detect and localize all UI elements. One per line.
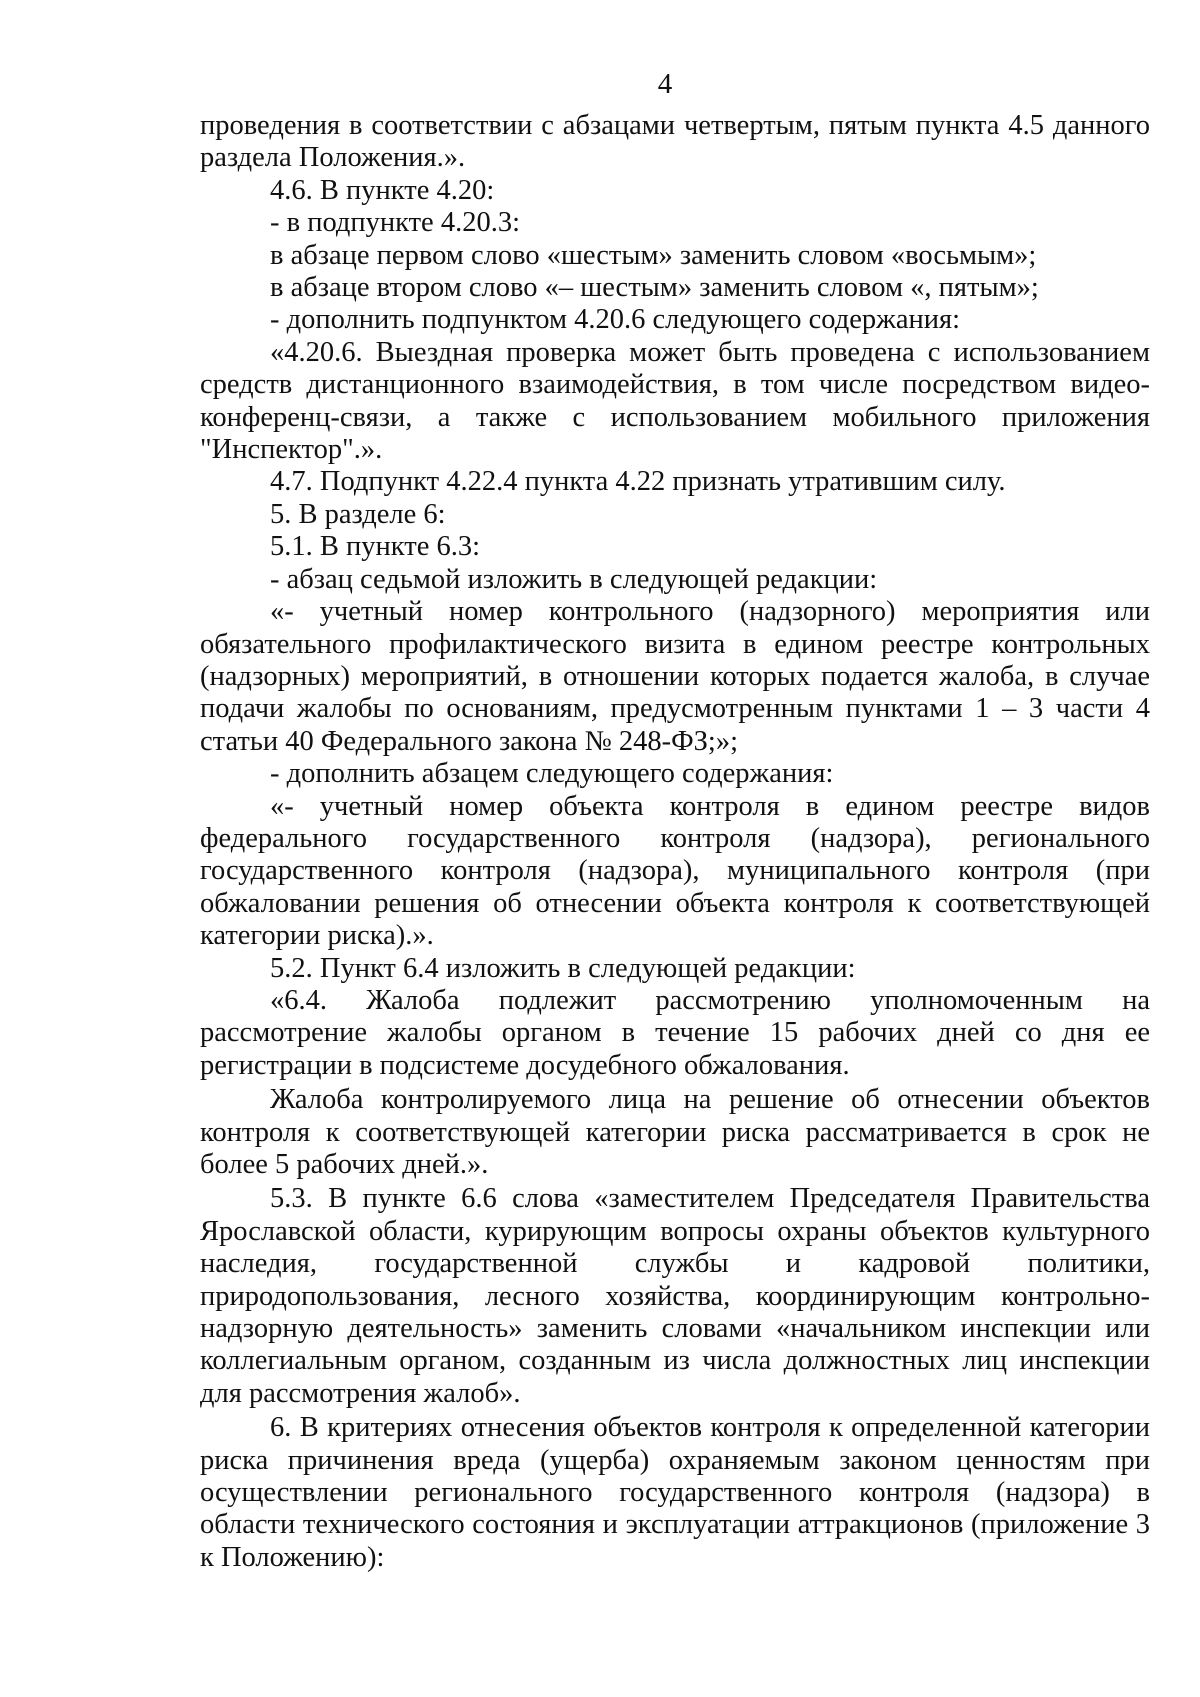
page-number: 4 xyxy=(657,68,673,100)
paragraph-complaint-term: Жалоба контролируемого лица на решение об отнесении объектов контроля к соответствующей категории риска рассматривается в срок не более 5 рабочих дней.». xyxy=(200,1084,1150,1180)
paragraph-second-abzac: в абзаце втором слово «– шестым» заменить словом «, пятым»; xyxy=(270,272,1039,304)
paragraph-4-6: 4.6. В пункте 4.20: xyxy=(270,174,495,206)
paragraph-5-3: 5.3. В пункте 6.6 слова «заместителем Председателя Правительства Ярославской области, курирующим вопросы охраны объектов культурного наследия, государственной службы и кадровой политики, природопользования, лесного хозяйства, координирующим контрольно-надзорную деятельность» заменить словами «начальником инспекции или коллегиальным органом, созданным из числа должностных лиц инспекции для рассмотрения жалоб». xyxy=(200,1183,1150,1409)
paragraph-abzac-seven: - абзац седьмой изложить в следующей редакции: xyxy=(270,563,878,595)
paragraph-subitem-4-20-3: - в подпункте 4.20.3: xyxy=(270,207,521,239)
paragraph-first-abzac: в абзаце первом слово «шестым» заменить словом «восьмым»; xyxy=(270,239,1037,271)
paragraph-add-abzac: - дополнить абзацем следующего содержания: xyxy=(270,758,834,790)
paragraph-4-7: 4.7. Подпункт 4.22.4 пункта 4.22 признать утратившим силу. xyxy=(270,466,1006,498)
paragraph-5: 5. В разделе 6: xyxy=(270,498,446,530)
document-body xyxy=(200,110,1150,1574)
paragraph-continuation: проведения в соответствии с абзацами четвертым, пятым пункта 4.5 данного раздела Положения.». xyxy=(200,110,1150,174)
paragraph-6: 6. В критериях отнесения объектов контроля к определенной категории риска причинения вреда (ущерба) охраняемым законом ценностям при осуществлении регионального государственного контроля (надзора) в области технического состояния и эксплуатации аттракционов (приложение 3 к Положению): xyxy=(200,1412,1150,1573)
paragraph-5-1: 5.1. В пункте 6.3: xyxy=(270,531,481,563)
paragraph-account-number-object: «- учетный номер объекта контроля в едином реестре видов федерального государственного контроля (надзора), регионального государственного контроля (надзора), муниципального контроля (при обжаловании решения об отнесении объекта контроля к соответствующей категории риска).». xyxy=(200,790,1150,952)
paragraph-6-4-text: «6.4. Жалоба подлежит рассмотрению уполномоченным на рассмотрение жалобы органом в течение 15 рабочих дней со дня ее регистрации в подсистеме досудебного обжалования. xyxy=(200,984,1150,1081)
paragraph-add-4-20-6: - дополнить подпунктом 4.20.6 следующего содержания: xyxy=(270,304,961,336)
paragraph-account-number-event: «- учетный номер контрольного (надзорного) мероприятия или обязательного профилактического визита в едином реестре контрольных (надзорных) мероприятий, в отношении которых подается жалоба, в случае подачи жалобы по основаниям, предусмотренным пунктами 1 – 3 части 4 статьи 40 Федерального закона № 248-ФЗ;»; xyxy=(200,596,1150,757)
paragraph-4-20-6-text: «4.20.6. Выездная проверка может быть проведена с использованием средств дистанционного взаимодействия, в том числе посредством видео-конференц-связи, а также с использованием мобильного приложения "Инспектор".». xyxy=(200,336,1150,466)
paragraph-5-2: 5.2. Пункт 6.4 изложить в следующей редакции: xyxy=(270,952,856,984)
